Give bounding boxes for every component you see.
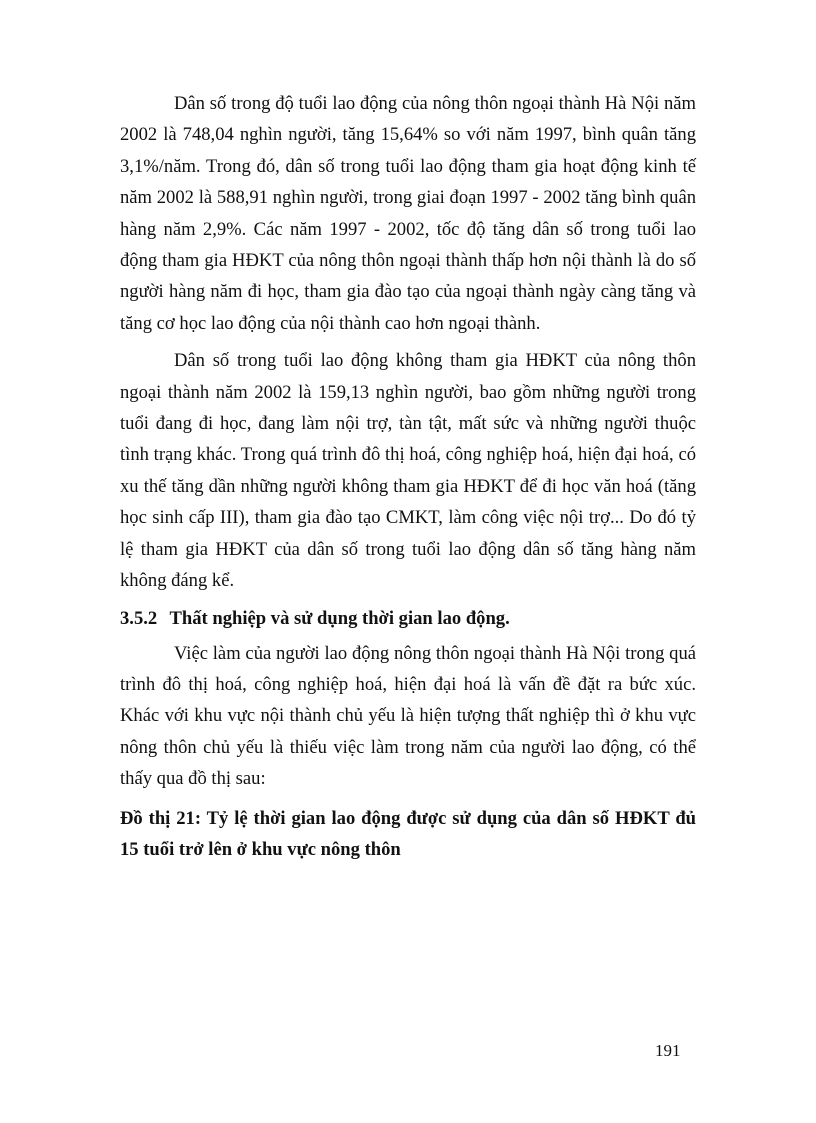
section-title: Thất nghiệp và sử dụng thời gian lao động. xyxy=(169,607,510,629)
section-heading xyxy=(120,603,696,634)
paragraph-labor-population: Dân số trong độ tuổi lao động của nông thôn ngoại thành Hà Nội năm 2002 là 748,04 nghìn người, tăng 15,64% so với năm 1997, bình quân tăng 3,1%/năm. Trong đó, dân số trong tuổi lao động tham gia hoạt động kinh tế năm 2002 là 588,91 nghìn người, trong giai đoạn 1997 - 2002 tăng bình quân hàng năm 2,9%. Các năm 1997 - 2002, tốc độ tăng dân số trong tuổi lao động tham gia HĐKT của nông thôn ngoại thành thấp hơn nội thành là do số người hàng năm đi học, tham gia đào tạo của ngoại thành ngày càng tăng và tăng cơ học lao động của nội thành cao hơn ngoại thành. xyxy=(120,93,696,334)
paragraph-employment: Việc làm của người lao động nông thôn ngoại thành Hà Nội trong quá trình đô thị hoá, công nghiệp hoá, hiện đại hoá là vấn đề đặt ra bức xúc. Khác với khu vực nội thành chủ yếu là hiện tượng thất nghiệp thì ở khu vực nông thôn chủ yếu là thiếu việc làm trong năm của người lao động, có thể thấy qua đồ thị sau: xyxy=(120,642,696,790)
section-number: 3.5.2 xyxy=(120,607,158,629)
figure-caption: Đồ thị 21: Tỷ lệ thời gian lao động được sử dụng của dân số HĐKT đủ 15 tuổi trở lên ở khu vực nông thôn xyxy=(120,807,696,860)
paragraph-non-economic-population: Dân số trong tuổi lao động không tham gia HĐKT của nông thôn ngoại thành năm 2002 là 159,13 nghìn người, bao gồm những người trong tuổi đang đi học, đang làm nội trợ, tàn tật, mất sức và những người thuộc tình trạng khác. Trong quá trình đô thị hoá, công nghiệp hoá, hiện đại hoá, có xu thế tăng dần những người không tham gia HĐKT để đi học văn hoá (tăng học sinh cấp III), tham gia đào tạo CMKT, làm công việc nội trợ... Do đó tỷ lệ tham gia HĐKT của dân số trong tuổi lao động dân số tăng hàng năm không đáng kể. xyxy=(120,350,696,592)
page-content xyxy=(120,88,696,865)
page-number: 191 xyxy=(655,1041,681,1060)
